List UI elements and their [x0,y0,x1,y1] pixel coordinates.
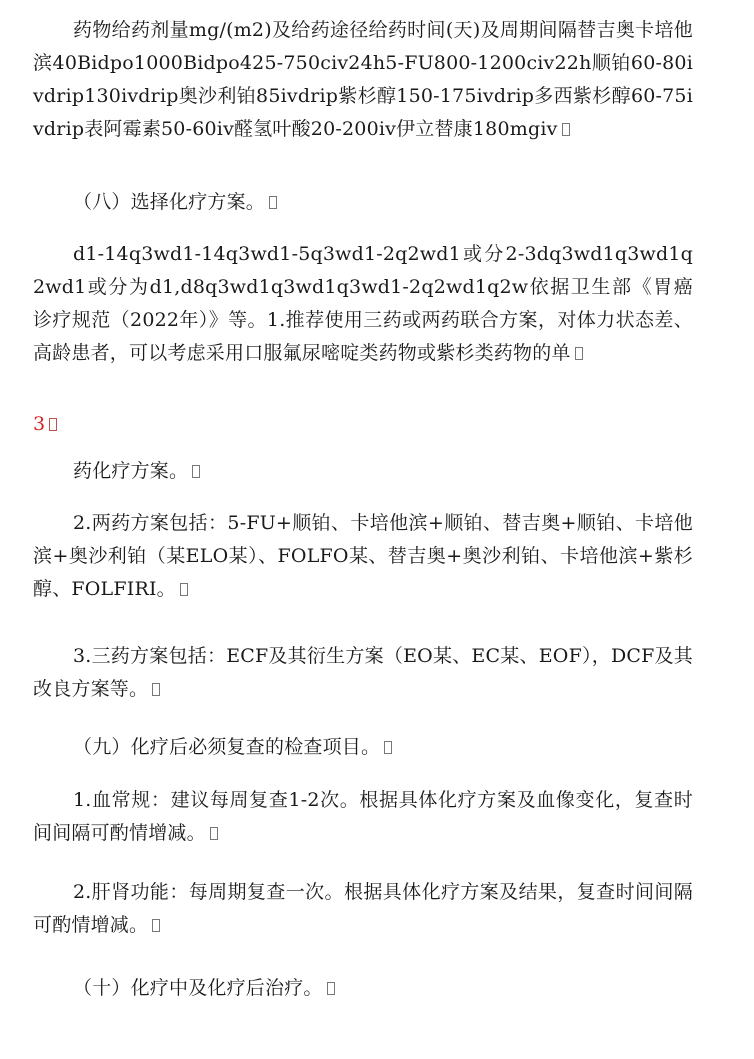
section-nine-text: （九）化疗后必须复查的检查项目。 [73,736,381,758]
paragraph-mark-icon [562,123,570,136]
paragraph-mark-icon [269,196,277,209]
paragraph-mark-icon [180,583,188,596]
paragraph-mark-icon [575,347,583,360]
three-drug-text: 3.三药方案包括：ECF及其衍生方案（EO某、EC某、EOF），DCF及其改良方案等。 [33,645,693,700]
page-number-text: 3 [33,413,46,435]
single-drug-text: 药化疗方案。 [73,460,189,482]
schedule-text: d1-14q3wd1-14q3wd1-5q3wd1-2q2wd1或分2-3dq3wd1q3wd1q2wd1或分为d1,d8q3wd1q3wd1q3wd1-2q2wd1q2w依据卫生部《胃癌诊疗规范（2022年）》等。1.推荐使用三药或两药联合方案，对体力状态差、高龄患者，可以考虑采用口服氟尿嘧啶类药物或紫杉类药物的单 [33,243,693,364]
two-drug-text: 2.两药方案包括：5-FU+顺铂、卡培他滨+顺铂、替吉奥+顺铂、卡培他滨+奥沙利铂（某ELO某）、FOLFO某、替吉奥+奥沙利铂、卡培他滨+紫杉醇、FOLFIRI。 [33,512,693,600]
two-drug-paragraph [33,507,693,606]
paragraph-mark-icon [384,741,392,754]
section-ten-heading [33,972,693,1005]
page-number [33,412,57,436]
dosage-paragraph [33,14,693,146]
paragraph-mark-icon [192,465,200,478]
schedule-paragraph [33,238,693,370]
blood-routine-paragraph [33,784,693,850]
blood-routine-text: 1.血常规：建议每周复查1-2次。根据具体化疗方案及血像变化，复查时间间隔可酌情增减。 [33,789,693,844]
section-ten-text: （十）化疗中及化疗后治疗。 [73,977,323,999]
liver-kidney-text: 2.肝肾功能：每周期复查一次。根据具体化疗方案及结果，复查时间间隔可酌情增减。 [33,881,693,936]
paragraph-mark-icon [327,982,335,995]
paragraph-mark-icon [49,418,57,431]
section-nine-heading [33,731,693,764]
section-eight-text: （八）选择化疗方案。 [73,191,266,213]
paragraph-mark-icon [210,827,218,840]
dosage-text: 药物给药剂量mg/(m2)及给药途径给药时间(天)及周期间隔替吉奥卡培他滨40Bidpo1000Bidpo425-750civ24h5-FU800-1200civ22h顺铂60-80ivdrip130ivdrip奥沙利铂85ivdrip紫杉醇150-175ivdrip多西紫杉醇60-75ivdrip表阿霉素50-60iv醛氢叶酸20-200iv伊立替康180mgiv [33,19,693,140]
liver-kidney-paragraph [33,876,693,942]
single-drug-paragraph [33,455,693,488]
paragraph-mark-icon [152,919,160,932]
three-drug-paragraph [33,640,693,706]
paragraph-mark-icon [152,683,160,696]
section-eight-heading [33,186,693,219]
